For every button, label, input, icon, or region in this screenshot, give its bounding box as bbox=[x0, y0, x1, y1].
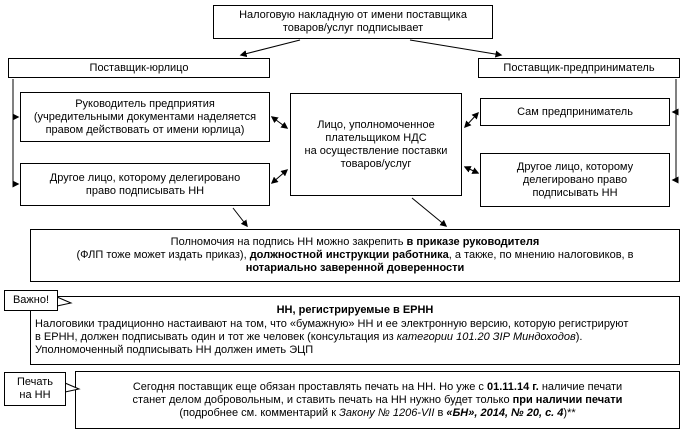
node-line: правом действовать от имени юрлица) bbox=[45, 123, 245, 136]
text-segment: (подробнее см. комментарий к bbox=[179, 406, 340, 419]
node-line: Лицо, уполномоченное bbox=[317, 118, 435, 131]
arrow-down-center-authority bbox=[412, 198, 446, 226]
arrow-director-center bbox=[272, 117, 287, 128]
node-line bbox=[35, 262, 675, 275]
node-stamp-rule bbox=[75, 371, 680, 429]
text-segment-bold: при наличии печати bbox=[512, 393, 623, 406]
node-line: товаров/услуг bbox=[340, 157, 412, 170]
arrow-rail-to-himself bbox=[673, 79, 676, 112]
node-line bbox=[80, 394, 675, 407]
node-entrepreneur-himself bbox=[480, 98, 670, 126]
node-supplier-legal-entity bbox=[8, 58, 270, 78]
arrow-top-to-legal-entity bbox=[241, 40, 300, 55]
node-line: плательщиком НДС bbox=[325, 131, 427, 144]
node-authority-order bbox=[30, 229, 680, 282]
stamp-callout bbox=[4, 372, 66, 406]
node-line bbox=[80, 407, 675, 420]
text-segment-bold: должностной инструкции работника bbox=[249, 249, 449, 261]
node-label: Поставщик-предприниматель bbox=[503, 61, 655, 74]
arrow-top-to-entrepreneur bbox=[410, 40, 501, 55]
node-line: право подписывать НН bbox=[85, 184, 205, 197]
text-segment: наличие печати bbox=[538, 380, 623, 393]
arrow-rail-to-director bbox=[13, 79, 18, 117]
node-line bbox=[35, 249, 675, 262]
ernn-title: НН, регистрируемые в ЕРНН bbox=[276, 304, 434, 316]
top-node-signer bbox=[213, 5, 493, 39]
text-segment: Уполномоченный подписывать НН должен иметь ЭЦП bbox=[35, 344, 314, 356]
arrow-himself-center bbox=[465, 113, 478, 127]
text-segment: Сегодня поставщик еще обязан проставлять печать на НН. Но уже с bbox=[132, 380, 487, 393]
text-segment: )** bbox=[563, 406, 576, 419]
node-line: делегировано право bbox=[522, 173, 628, 186]
node-line: Другое лицо, которому bbox=[516, 160, 634, 173]
text-segment: в bbox=[434, 406, 447, 419]
node-line: Руководитель предприятия bbox=[75, 97, 215, 110]
arrow-other-right-center bbox=[465, 167, 478, 173]
node-line bbox=[35, 344, 675, 357]
node-line bbox=[35, 318, 675, 331]
node-line: Другое лицо, которому делегировано bbox=[49, 171, 241, 184]
node-line bbox=[80, 381, 675, 394]
node-line: (учредительными документами наделяется bbox=[33, 110, 257, 123]
stamp-callout-line: Печать bbox=[16, 376, 54, 388]
arrow-down-left-authority bbox=[233, 208, 247, 226]
node-label: Поставщик-юрлицо bbox=[89, 61, 189, 74]
text-segment: станет делом добровольным, и ставить печать на НН нужно будет только bbox=[132, 393, 513, 406]
text-segment: ). bbox=[575, 331, 583, 343]
node-authorized-person bbox=[290, 93, 462, 196]
arrow-rail-to-other-left bbox=[13, 117, 18, 184]
important-callout-label: Важно! bbox=[12, 294, 50, 306]
text-segment: Полномочия на подпись НН можно закрепить bbox=[170, 236, 407, 248]
node-ernn-registration bbox=[30, 296, 680, 365]
node-other-person-left bbox=[20, 163, 270, 206]
node-other-person-right bbox=[480, 153, 670, 207]
important-callout bbox=[4, 290, 58, 311]
node-line: подписывать НН bbox=[532, 186, 618, 199]
text-segment-italic: категории 101.20 ЗІР Миндоходов bbox=[396, 331, 576, 343]
node-supplier-entrepreneur bbox=[478, 58, 680, 78]
text-segment: (ФЛП тоже может издать приказ), bbox=[76, 249, 250, 261]
text-segment-bold: 01.11.14 г. bbox=[486, 380, 539, 393]
text-segment-italic: Закону № 1206-VII bbox=[339, 406, 435, 419]
arrow-other-left-center bbox=[272, 170, 287, 183]
text-segment-bold-italic: «БН», 2014, № 20, с. 4 bbox=[446, 406, 564, 419]
top-node-line: товаров/услуг подписывает bbox=[282, 22, 424, 34]
node-label: Сам предприниматель bbox=[517, 105, 633, 118]
node-line bbox=[35, 331, 675, 344]
node-line: на осуществление поставки bbox=[304, 144, 448, 157]
node-company-director bbox=[20, 92, 270, 142]
text-segment: Налоговики традиционно настаивают на том, что «бумажную» НН и ее электронную версию, которую регистрируют bbox=[35, 318, 629, 330]
text-segment-bold: в приказе руководителя bbox=[406, 236, 540, 248]
text-segment: , а также, по мнению налоговиков, в bbox=[448, 249, 634, 261]
text-segment: в ЕРНН, должен подписывать один и тот же человек (консультация из bbox=[35, 331, 397, 343]
node-line bbox=[35, 236, 675, 249]
top-node-line: Налоговую накладную от имени поставщика bbox=[239, 9, 467, 21]
stamp-callout-line: на НН bbox=[19, 389, 51, 401]
arrow-rail-to-other-right bbox=[673, 112, 676, 180]
text-segment-bold: нотариально заверенной доверенности bbox=[245, 262, 465, 274]
